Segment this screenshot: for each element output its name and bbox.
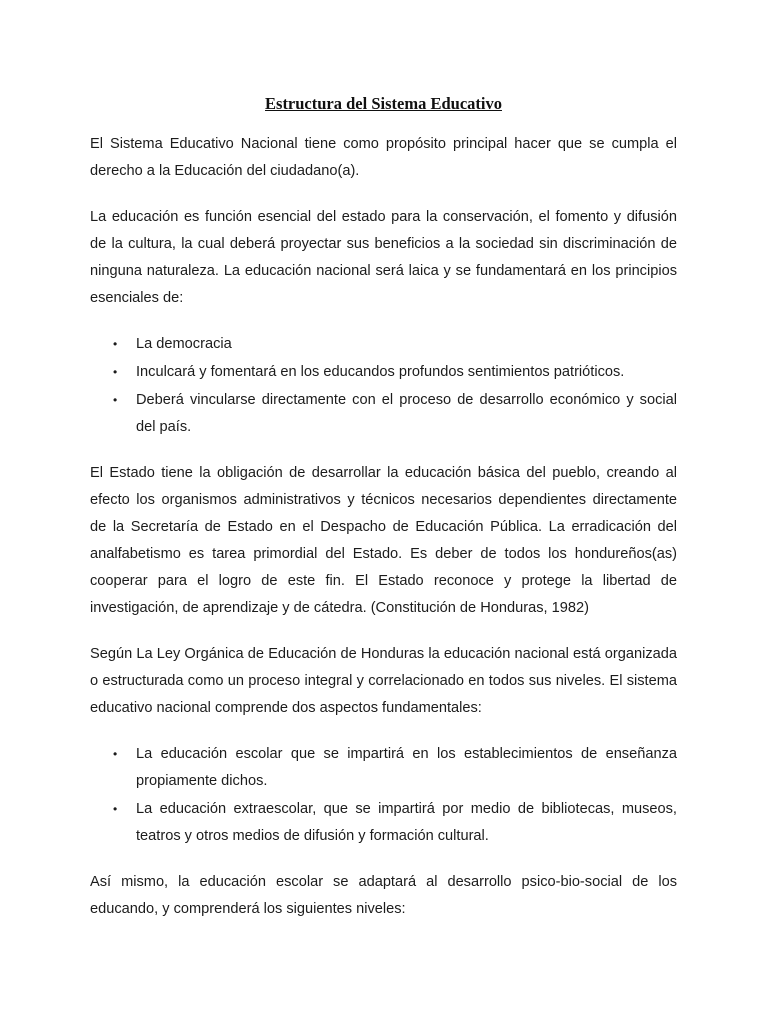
paragraph-state-obligation: El Estado tiene la obligación de desarrollar la educación básica del pueblo, creando al efecto los organismos administrativos y técnicos necesarios dependientes directamente de la Secretaría de Estado en el Despacho de Educación Pública. La erradicación del analfabetismo es tarea primordial del Estado. Es deber de todos los hondureños(as) cooperar para el logro de este fin. El Estado reconoce y protege la libertad de investigación, de aprendizaje y de cátedra. (Constitución de Honduras, 1982) — [90, 465, 677, 616]
principles-list — [90, 331, 677, 441]
bullet-icon: • — [113, 337, 118, 351]
bullet-icon: • — [113, 365, 118, 379]
document-body — [90, 92, 677, 942]
aspects-list — [90, 741, 677, 850]
bullet-icon: • — [113, 393, 118, 407]
list-item — [90, 359, 677, 386]
list-item-text: La educación escolar que se impartirá en los establecimientos de enseñanza propiamente dichos. — [136, 746, 677, 789]
list-item-text: Inculcará y fomentará en los educandos profundos sentimientos patrióticos. — [136, 364, 625, 380]
document-title: Estructura del Sistema Educativo — [265, 94, 502, 113]
list-item — [90, 741, 677, 795]
list-item — [90, 387, 677, 441]
list-item-text: Deberá vincularse directamente con el proceso de desarrollo económico y social del país. — [136, 392, 677, 435]
paragraph-purpose: El Sistema Educativo Nacional tiene como propósito principal hacer que se cumpla el derecho a la Educación del ciudadano(a). — [90, 136, 677, 179]
paragraph-school-levels: Así mismo, la educación escolar se adaptará al desarrollo psico-bio-social de los educando, y comprenderá los siguientes niveles: — [90, 874, 677, 917]
list-item — [90, 796, 677, 850]
paragraph-organic-law: Según La Ley Orgánica de Educación de Honduras la educación nacional está organizada o estructurada como un proceso integral y correlacionado en todos sus niveles. El sistema educativo nacional comprende dos aspectos fundamentales: — [90, 646, 677, 716]
bullet-icon: • — [113, 802, 118, 816]
list-item-text: La educación extraescolar, que se impartirá por medio de bibliotecas, museos, teatros y otros medios de difusión y formación cultural. — [136, 801, 677, 844]
bullet-icon: • — [113, 747, 118, 761]
list-item-text: La democracia — [136, 336, 232, 352]
paragraph-education-function: La educación es función esencial del estado para la conservación, el fomento y difusión de la cultura, la cual deberá proyectar sus beneficios a la sociedad sin discriminación de ninguna naturaleza. La educación nacional será laica y se fundamentará en los principios esenciales de: — [90, 209, 677, 306]
list-item — [90, 331, 677, 358]
